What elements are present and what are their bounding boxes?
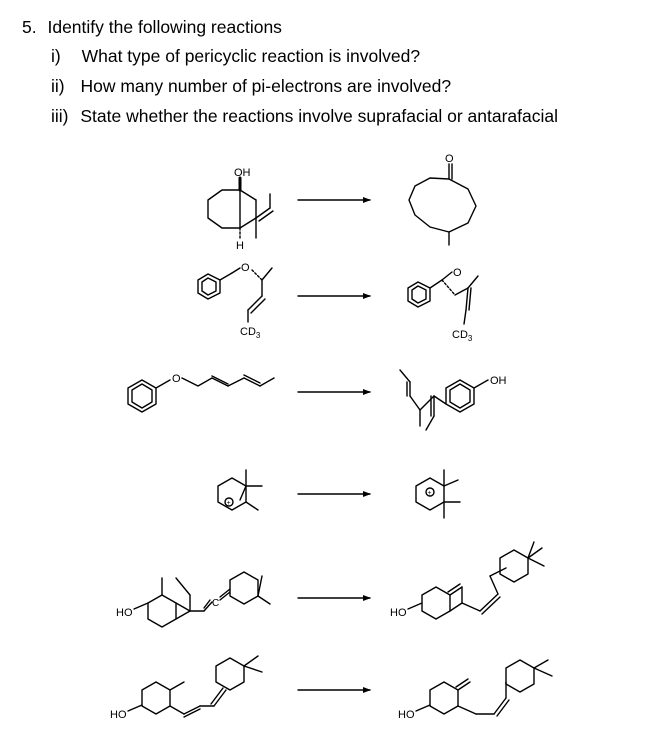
part-text: How many number of pi-electrons are involved? bbox=[80, 76, 452, 96]
reaction-3-product bbox=[400, 370, 507, 430]
part-label: ii) bbox=[51, 76, 65, 96]
ho-label: HO bbox=[110, 709, 127, 721]
plus-label: + bbox=[226, 500, 231, 507]
plus-label: + bbox=[427, 490, 432, 497]
part-label: iii) bbox=[51, 106, 69, 126]
reaction-4-reactant bbox=[218, 470, 262, 510]
part-text: State whether the reactions involve suprafacial or antarafacial bbox=[80, 106, 559, 126]
reaction-5-product bbox=[390, 542, 544, 619]
reaction-4-product bbox=[416, 470, 460, 518]
part-text: What type of pericyclic reaction is involved? bbox=[81, 46, 421, 66]
h-label: H bbox=[236, 240, 244, 252]
ho-label: HO bbox=[398, 709, 415, 721]
c-label: C bbox=[212, 598, 220, 609]
question-number: 5. bbox=[22, 17, 37, 37]
reaction-6-reactant bbox=[110, 656, 262, 721]
reaction-5-reactant bbox=[116, 572, 270, 627]
o-label: O bbox=[453, 267, 462, 279]
cd3-label: $CD_3$ bbox=[240, 326, 261, 340]
reaction-1-product bbox=[409, 153, 476, 245]
reaction-2-product bbox=[408, 267, 478, 343]
o-label: O bbox=[445, 153, 454, 165]
reaction-3-reactant bbox=[128, 373, 274, 412]
oh-label: OH bbox=[234, 167, 251, 179]
oh-label: OH bbox=[490, 375, 507, 387]
cd3-label: $CD_3$ bbox=[452, 329, 473, 343]
ho-label: HO bbox=[116, 607, 133, 619]
part-label: i) bbox=[51, 46, 61, 66]
reaction-1-reactant bbox=[208, 167, 273, 252]
ho-label: HO bbox=[390, 607, 407, 619]
reaction-2-reactant bbox=[198, 262, 272, 340]
reaction-6-product bbox=[398, 660, 552, 721]
o-label: O bbox=[241, 262, 250, 274]
question-title-text: Identify the following reactions bbox=[47, 17, 282, 37]
o-label: O bbox=[172, 373, 181, 385]
